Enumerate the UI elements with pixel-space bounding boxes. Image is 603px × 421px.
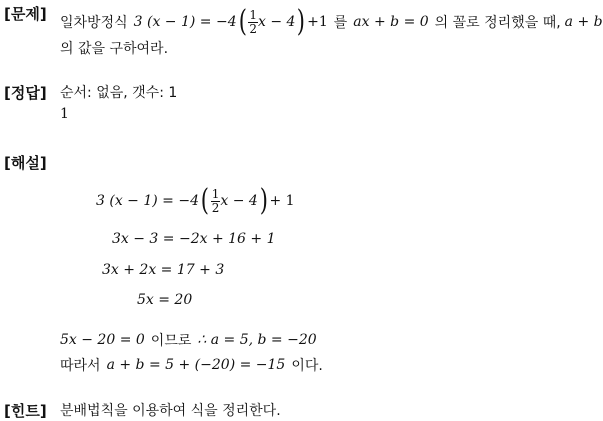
solution-step-1 [96, 183, 295, 219]
solution-step-2: 3x − 3 = −2x + 16 + 1 [112, 231, 276, 247]
problem-line-2: 의 값을 구하여라. [60, 41, 169, 57]
line-a-text: 이므로 [150, 333, 192, 349]
problem-close-paren: ) [297, 4, 306, 39]
step1-fraction [211, 188, 221, 215]
hint-text: 분배법칙을 이용하여 식을 정리한다. [60, 403, 281, 419]
problem-eq-tail: +1 [307, 14, 328, 30]
problem-frac-den: 2 [249, 21, 257, 36]
problem-fraction [248, 9, 258, 36]
step1-frac-den: 2 [211, 200, 220, 215]
solution-line-a [60, 330, 317, 350]
answer-meta: 순서: 없음, 갯수: 1 [60, 85, 178, 101]
line-b-math: a + b = 5 + (−20) = −15 [106, 357, 286, 373]
problem-frac-rest: x − 4 [257, 14, 296, 30]
line-a-therefore: ∴ a = 5, b = −20 [197, 332, 317, 348]
answer-value: 1 [60, 106, 69, 122]
step1-frac-num: 1 [211, 186, 220, 201]
problem-form: ax + b = 0 [353, 14, 429, 30]
problem-mid2: 의 꼴로 정리했을 때, [434, 15, 561, 31]
solution-tag: [해설] [4, 154, 47, 172]
answer-tag: [정답] [4, 84, 47, 102]
solution-step-4: 5x = 20 [137, 292, 193, 308]
problem-eq-left: 3 (x − 1) = −4 [133, 14, 237, 30]
step1-frac-rest: x − 4 [220, 193, 258, 209]
hint-tag: [힌트] [4, 402, 47, 420]
problem-open-paren: ( [238, 4, 247, 39]
line-b-text: 따라서 [60, 358, 101, 374]
problem-target: a + b [564, 14, 603, 30]
line-b-end: 이다. [291, 358, 323, 374]
problem-line-1 [60, 4, 603, 40]
problem-tag: [문제] [4, 5, 47, 23]
solution-line-b [60, 355, 323, 375]
solution-step-3: 3x + 2x = 17 + 3 [102, 262, 225, 278]
problem-frac-num: 1 [249, 7, 257, 22]
step1-open-paren: ( [200, 183, 209, 218]
step1-left: 3 (x − 1) = −4 [96, 193, 199, 209]
step1-close-paren: ) [259, 183, 268, 218]
problem-mid: 를 [333, 15, 348, 31]
step1-tail: + 1 [269, 193, 295, 209]
problem-prefix: 일차방정식 [60, 15, 128, 31]
line-a-math: 5x − 20 = 0 [60, 332, 145, 348]
